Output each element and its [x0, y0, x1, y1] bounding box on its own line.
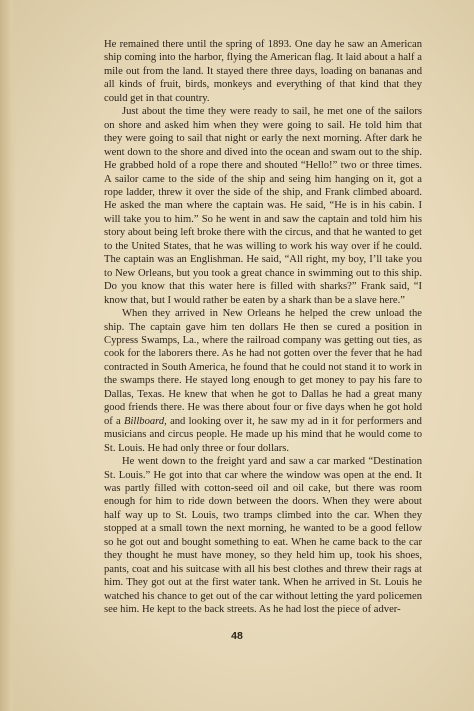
paragraph-3: [104, 307, 422, 455]
paragraph-3-text-continued: and looking over it, he saw my ad in it for performers and musicians and circus people. He made up his mind that he would come to St. Louis. He had only three or four dollars.: [104, 415, 422, 454]
page-binding-edge: [0, 0, 16, 711]
billboard-title: Billboard,: [123, 415, 167, 427]
paragraph-3-text: When they arrived in New Orleans he helped the crew unload the ship. The captain gave him ten dollars He then se cured a position in Cypress Swamps, La., where the railroad company was getting out ties, as cook for the laborers there. As he had not gotten over the fever that he had contracted in South America, he found that he could not stand it to work in the swamps there. He stayed long enough to get money to pay his fare to Dallas, Texas. He knew that when he got to Dallas he had a great many good friends there. He was there about four or five days when he got hold of a: [104, 308, 422, 427]
page-number: 48: [231, 630, 243, 642]
body-text: [104, 38, 422, 616]
paragraph-2: Just about the time they were ready to sail, he met one of the sailors on shore and asked him when they were going to sail. He told him that they were going to sail that night or early the next morning. After dark he went down to the shore and dived into the ocean and swam out to the ship. He grabbed hold of a rope there and shouted “Hello!” two or three times. A sailor came to the side of the ship and seing him hanging on it, got a rope ladder, threw it over the side of the ship, and Frank climbed aboard. He asked the man where the captain was. He said, “He is in his cabin. I will take you to him.” So he went in and saw the captain and told him his story about being left broke there with the circus, and that he wanted to get to the United States, that he was willing to work his way over if he could. The captain was an Englishman. He said, “All right, my boy, I’ll take you to New Orleans, but you took a great chance in swimming out to this ship. Do you know that this water here is filled with sharks?” Frank said, “I know that, but I would rather be eaten by a shark than be a slave here.”: [104, 106, 422, 306]
paragraph-1: He remained there until the spring of 1893. One day he saw an American ship coming into the harbor, flying the American flag. It laid about a half a mile out from the land. It stayed there three days, loading on bananas and all kinds of fruit, birds, monkeys and everything of that kind that they could get in that country.: [104, 39, 422, 104]
paragraph-4: He went down to the freight yard and saw a car marked “Destination St. Louis.” He got into that car where the window was open at the end. It was partly filled with cotton-seed oil and oil cake, but there was room enough for him to ride down between the doors. When they were about half way up to St. Louis, two tramps climbed into the car. When they stopped at a small town the next morning, he wanted to be a good fellow so he got out and bought something to eat. When he came back to the car they thought he must have money, so they held him up, took his shoes, pants, coat and his suitcase with all his best clothes and threw their rags at him. They got out at the first water tank. When he arrived in St. Louis he watched his chance to get out of the car without letting the yard policemen see him. He kept to the back streets. As he had lost the piece of adver-: [104, 456, 422, 616]
